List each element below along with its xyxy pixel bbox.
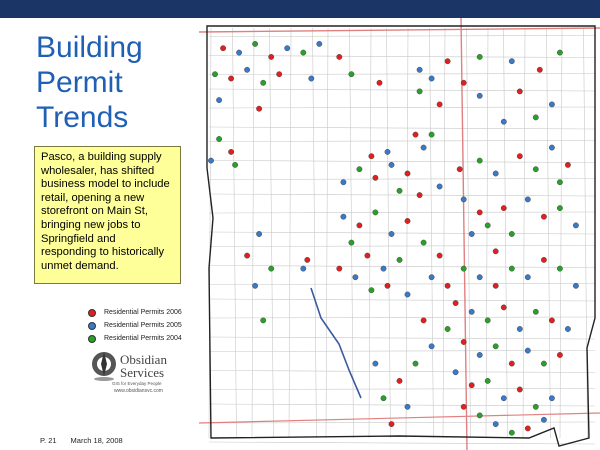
permit-point	[565, 326, 570, 331]
permit-point	[477, 158, 482, 163]
permit-point	[477, 413, 482, 418]
permit-point	[445, 326, 450, 331]
permit-point	[437, 184, 442, 189]
permit-point	[413, 361, 418, 366]
permit-point	[417, 192, 422, 197]
permit-point	[305, 257, 310, 262]
permit-point	[417, 89, 422, 94]
permit-point	[557, 50, 562, 55]
permit-point	[517, 387, 522, 392]
logo-name	[120, 353, 167, 379]
title-line-3: Trends	[36, 101, 129, 134]
permit-point	[365, 253, 370, 258]
permit-point	[525, 275, 530, 280]
legend-label-2004: Residential Permits 2004	[104, 335, 182, 342]
callout-box	[34, 146, 181, 284]
permit-point	[485, 318, 490, 323]
permit-point	[557, 266, 562, 271]
title-line-2: Permit	[36, 66, 123, 99]
permit-point	[285, 46, 290, 51]
permit-point	[256, 231, 261, 236]
title-line-1: Building	[36, 31, 143, 64]
permit-point	[261, 80, 266, 85]
permit-point	[457, 167, 462, 172]
permit-point	[397, 378, 402, 383]
logo-name-line-1: Obsidian	[120, 352, 167, 367]
permit-point	[501, 396, 506, 401]
legend-label-2005: Residential Permits 2005	[104, 322, 182, 329]
permit-point	[385, 149, 390, 154]
company-logo	[90, 350, 200, 400]
permit-point	[557, 352, 562, 357]
permit-point	[493, 283, 498, 288]
permit-point	[429, 132, 434, 137]
legend-item-2006	[88, 306, 198, 319]
permit-point	[461, 80, 466, 85]
permit-point	[337, 266, 342, 271]
permit-point	[509, 361, 514, 366]
permit-point	[353, 275, 358, 280]
permit-point	[385, 283, 390, 288]
permit-point	[437, 102, 442, 107]
permit-point	[252, 283, 257, 288]
permit-point	[493, 344, 498, 349]
permit-point	[509, 231, 514, 236]
permit-point	[541, 361, 546, 366]
logo-name-line-2: Services	[120, 365, 165, 380]
slide-footer	[40, 436, 123, 445]
legend-item-2004	[88, 332, 198, 345]
permit-point	[301, 50, 306, 55]
permit-point	[429, 76, 434, 81]
permit-point	[557, 180, 562, 185]
permit-point	[517, 326, 522, 331]
permit-point	[517, 89, 522, 94]
permit-point	[437, 253, 442, 258]
permit-point	[421, 318, 426, 323]
permit-point	[461, 404, 466, 409]
permit-point	[493, 249, 498, 254]
permit-point	[509, 430, 514, 435]
permit-map	[199, 18, 600, 450]
permit-point	[501, 305, 506, 310]
permit-point	[397, 257, 402, 262]
permit-point	[533, 115, 538, 120]
permit-point	[212, 72, 217, 77]
permit-point	[236, 50, 241, 55]
permit-point	[525, 197, 530, 202]
permit-point	[477, 93, 482, 98]
permit-point	[373, 361, 378, 366]
permit-point	[429, 275, 434, 280]
logo-tagline: GIS for Everyday People	[112, 381, 162, 386]
permit-point	[228, 149, 233, 154]
permit-point	[377, 80, 382, 85]
permit-point	[252, 41, 257, 46]
permit-point	[405, 404, 410, 409]
permit-point	[232, 162, 237, 167]
permit-point	[525, 426, 530, 431]
permit-point	[349, 240, 354, 245]
permit-point	[517, 154, 522, 159]
legend-item-2005	[88, 319, 198, 332]
permit-point	[461, 266, 466, 271]
permit-point	[349, 72, 354, 77]
permit-point	[525, 348, 530, 353]
permit-point	[421, 240, 426, 245]
permit-point	[421, 145, 426, 150]
permit-point	[373, 175, 378, 180]
permit-point	[244, 67, 249, 72]
permit-point	[469, 231, 474, 236]
permit-point	[477, 210, 482, 215]
permit-point	[549, 318, 554, 323]
permit-point	[557, 205, 562, 210]
permit-point	[477, 352, 482, 357]
permit-point	[369, 154, 374, 159]
permit-point	[477, 54, 482, 59]
permit-point	[541, 214, 546, 219]
permit-point	[461, 339, 466, 344]
permit-point	[269, 54, 274, 59]
permit-point	[501, 205, 506, 210]
slide-date: March 18, 2008	[70, 436, 123, 445]
permit-point	[453, 300, 458, 305]
slide-title	[36, 30, 196, 135]
permit-point	[261, 318, 266, 323]
permit-point	[405, 292, 410, 297]
permit-point	[389, 162, 394, 167]
permit-point	[228, 76, 233, 81]
logo-mark-icon	[90, 350, 118, 382]
permit-point	[565, 162, 570, 167]
permit-point	[541, 417, 546, 422]
permit-point	[389, 421, 394, 426]
permit-point	[573, 223, 578, 228]
permit-point	[573, 283, 578, 288]
permit-point	[533, 404, 538, 409]
permit-point	[341, 180, 346, 185]
permit-point	[485, 378, 490, 383]
permit-point	[357, 223, 362, 228]
permit-point	[309, 76, 314, 81]
permit-point	[509, 59, 514, 64]
permit-point	[269, 266, 274, 271]
permit-point	[537, 67, 542, 72]
map-legend	[88, 306, 198, 345]
permit-point	[317, 41, 322, 46]
permit-point	[429, 344, 434, 349]
legend-dot-2004	[88, 335, 96, 343]
permit-point	[509, 266, 514, 271]
permit-point	[445, 59, 450, 64]
permit-point	[405, 171, 410, 176]
permit-point	[381, 266, 386, 271]
permit-point	[208, 158, 213, 163]
permit-point	[485, 223, 490, 228]
permit-point	[369, 288, 374, 293]
permit-point	[541, 257, 546, 262]
permit-point	[220, 46, 225, 51]
permit-point	[549, 396, 554, 401]
permit-point	[461, 197, 466, 202]
permit-point	[549, 102, 554, 107]
permit-point	[477, 275, 482, 280]
permit-point	[337, 54, 342, 59]
logo-url: www.obsidiansvc.com	[114, 388, 163, 394]
permit-point	[373, 210, 378, 215]
permit-point	[216, 97, 221, 102]
permit-point	[216, 136, 221, 141]
permit-point	[397, 188, 402, 193]
page-number: P. 21	[40, 436, 57, 445]
permit-point	[469, 309, 474, 314]
permit-point	[244, 253, 249, 258]
permit-point	[381, 396, 386, 401]
permit-point	[256, 106, 261, 111]
permit-point	[445, 283, 450, 288]
legend-dot-2005	[88, 322, 96, 330]
top-banner	[0, 0, 600, 18]
permit-point	[453, 370, 458, 375]
permit-point	[341, 214, 346, 219]
permit-point	[493, 421, 498, 426]
permit-point	[277, 72, 282, 77]
permit-point	[501, 119, 506, 124]
permit-point	[469, 383, 474, 388]
permit-point	[301, 266, 306, 271]
permit-point	[357, 167, 362, 172]
permit-point	[417, 67, 422, 72]
permit-point	[493, 171, 498, 176]
legend-dot-2006	[88, 309, 96, 317]
legend-label-2006: Residential Permits 2006	[104, 309, 182, 316]
permit-point	[533, 309, 538, 314]
callout-text: Pasco, a building supply wholesaler, has shifted business model to include retail, opening a new storefront on Main St, bringing new jobs to Springfield and responding to historically unmet demand.	[41, 151, 170, 272]
permit-point	[389, 231, 394, 236]
permit-point	[413, 132, 418, 137]
permit-point	[405, 218, 410, 223]
permit-point	[533, 167, 538, 172]
permit-point	[549, 145, 554, 150]
